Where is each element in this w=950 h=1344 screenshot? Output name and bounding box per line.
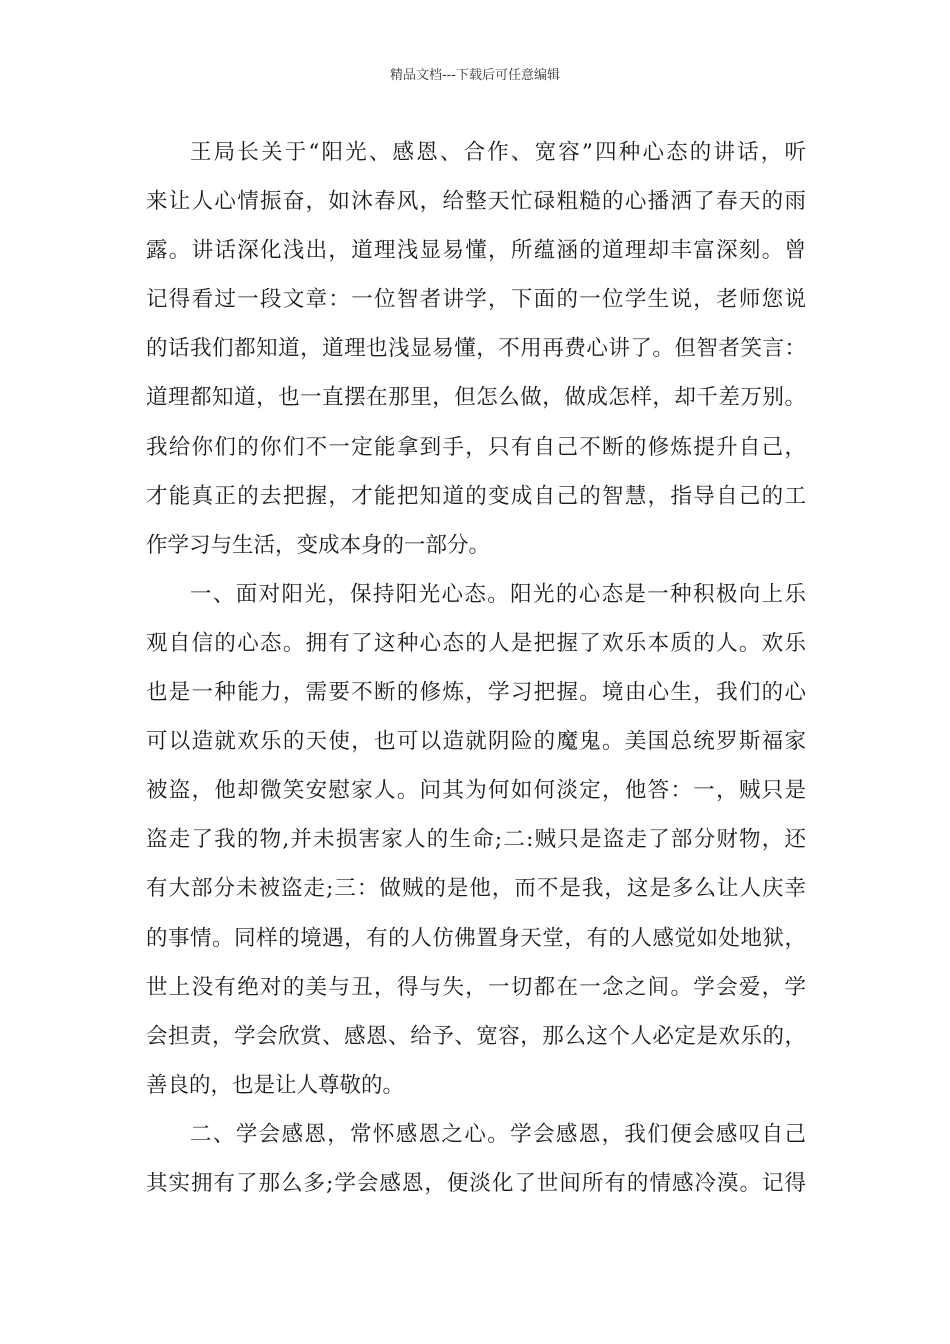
text-line: 有大部分未被盗走;三：做贼的是他，而不是我，这是多么让人庆幸: [146, 876, 806, 902]
text-line: 善良的，也是让人尊敬的。: [146, 1072, 405, 1098]
text-line: 也是一种能力，需要不断的修炼，学习把握。境由心生，我们的心: [146, 680, 806, 706]
document-body: [146, 128, 806, 1208]
text-line: 记得看过一段文章：一位智者讲学，下面的一位学生说，老师您说: [146, 287, 806, 313]
text-line: 会担责，学会欣赏、感恩、给予、宽容，那么这个人必定是欢乐的，: [146, 1023, 806, 1049]
text-line: 王局长关于“阳光、感恩、合作、宽容”四种心态的讲话，听: [190, 140, 806, 165]
text-line: 世上没有绝对的美与丑，得与失，一切都在一念之间。学会爱，学: [146, 974, 806, 1000]
text-line: 我给你们的你们不一定能拿到手，只有自己不断的修炼提升自己，: [146, 434, 806, 460]
text-line: 观自信的心态。拥有了这种心态的人是把握了欢乐本质的人。欢乐: [146, 630, 806, 656]
text-line: 被盗，他却微笑安慰家人。问其为何如何淡定，他答：一，贼只是: [146, 778, 806, 804]
text-line: 的事情。同样的境遇，有的人仿佛置身天堂，有的人感觉如处地狱，: [146, 925, 806, 951]
page-header: 精品文档---下载后可任意编辑: [389, 68, 561, 83]
text-line: 二、学会感恩，常怀感恩之心。学会感恩，我们便会感叹自己: [190, 1121, 806, 1147]
text-line: 可以造就欢乐的天使，也可以造就阴险的魔鬼。美国总统罗斯福家: [146, 729, 806, 755]
text-line: 道理都知道，也一直摆在那里，但怎么做，做成怎样，却千差万别。: [146, 385, 806, 411]
text-line: 作学习与生活，变成本身的一部分。: [146, 532, 491, 558]
text-line: 来让人心情振奋，如沐春风，给整天忙碌粗糙的心播洒了春天的雨: [146, 189, 806, 215]
text-line: 的话我们都知道，道理也浅显易懂，不用再费心讲了。但智者笑言：: [146, 336, 806, 362]
text-line: 露。讲话深化浅出，道理浅显易懂，所蕴涵的道理却丰富深刻。曾: [146, 238, 806, 264]
text-line: 其实拥有了那么多;学会感恩，便淡化了世间所有的情感冷漠。记得: [146, 1170, 806, 1196]
text-line: 才能真正的去把握，才能把知道的变成自己的智慧，指导自己的工: [146, 483, 806, 509]
text-line: 一、面对阳光，保持阳光心态。阳光的心态是一种积极向上乐: [190, 581, 806, 607]
text-line: 盗走了我的物,并未损害家人的生命;二:贼只是盗走了部分财物，还: [146, 827, 806, 853]
